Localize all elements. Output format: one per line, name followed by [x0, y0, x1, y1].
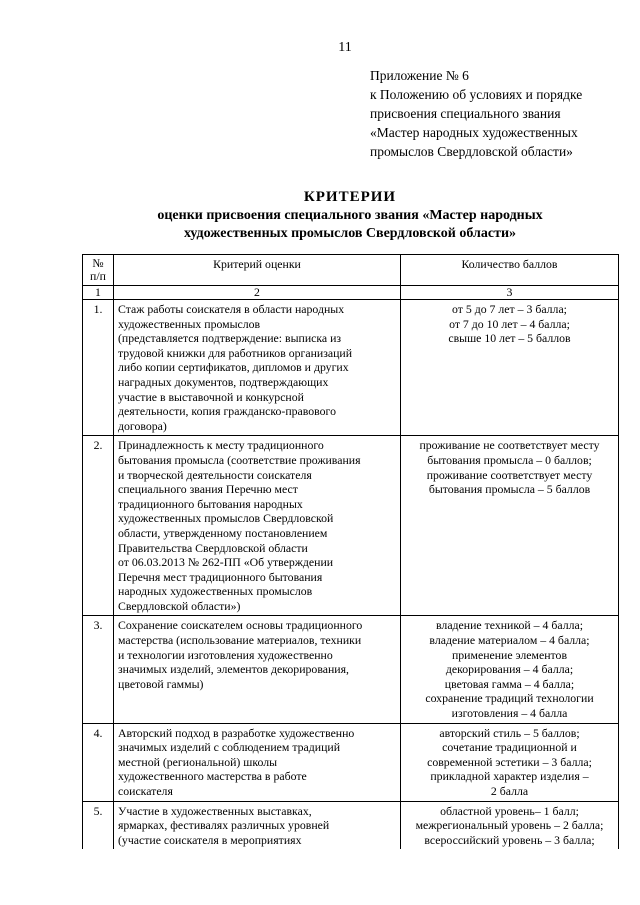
criterion-line: (участие соискателя в мероприятиях: [118, 832, 302, 847]
score-line: декорирования – 4 балла;: [445, 662, 574, 677]
appendix-line: «Мастер народных художественных: [370, 125, 578, 140]
criterion-line: Участие в художественных выставках,: [118, 803, 312, 818]
score-line: сочетание традиционной и: [442, 740, 577, 755]
criterion-line: договора): [118, 418, 167, 433]
criterion-line: Перечня мест традиционного бытования: [118, 569, 323, 584]
criterion-line: соискателя: [118, 784, 173, 798]
score-line: современной эстетики – 3 балла;: [427, 754, 592, 769]
criterion-cell: [114, 436, 401, 616]
criterion-line: от 06.03.2013 № 262-ПП «Об утверждении: [118, 555, 334, 570]
criterion-cell: [114, 300, 401, 436]
column-index: 1: [83, 286, 114, 300]
row-number: 4.: [83, 723, 114, 801]
criterion-line: Авторский подход в разработке художественно: [118, 725, 355, 740]
header-number-line: п/п: [90, 269, 106, 283]
header-number: [83, 255, 114, 286]
score-line: проживание не соответствует месту: [419, 438, 600, 453]
criterion-line: народных художественных промыслов: [118, 584, 313, 599]
score-line: бытования промысла – 5 баллов: [428, 482, 591, 497]
criterion-line: деятельности, копия гражданско-правового: [118, 404, 337, 419]
criterion-line: Правительства Свердловской области: [118, 540, 308, 555]
title-main: КРИТЕРИИ: [303, 189, 397, 205]
criterion-line: мастерства (использование материалов, техники: [118, 633, 362, 648]
score-line: прикладной характер изделия –: [430, 769, 589, 784]
column-index: 2: [114, 286, 401, 300]
criterion-line: Свердловской области»): [118, 598, 241, 613]
appendix-line: присвоения специального звания: [370, 106, 561, 121]
table-row: [83, 723, 619, 801]
table-row: [83, 300, 619, 436]
score-cell: [401, 616, 619, 723]
criterion-line: наградных документов, подтверждающих: [118, 374, 329, 389]
criterion-line: Принадлежность к месту традиционного: [118, 438, 324, 453]
title-subtitle-line: оценки присвоения специального звания «Мастер народных: [157, 208, 543, 223]
criterion-line: цветовой гаммы): [118, 676, 204, 691]
score-line: авторский стиль – 5 баллов;: [439, 725, 580, 740]
header-score: Количество баллов: [401, 255, 619, 286]
criterion-line: художественных промыслов Свердловской: [118, 511, 334, 526]
score-line: всероссийский уровень – 3 балла;: [424, 832, 595, 847]
criterion-cell: [114, 723, 401, 801]
criterion-line: ярмарках, фестивалях различных уровней: [118, 818, 330, 833]
score-cell: [401, 436, 619, 616]
score-line: изготовления – 4 балла: [451, 706, 568, 721]
criterion-line: специального звания Перечню мест: [118, 482, 298, 497]
criterion-line: и творческой деятельности соискателя: [118, 467, 312, 482]
criterion-line: художественного мастерства в работе: [118, 769, 307, 784]
criterion-line: трудовой книжки для работников организаций: [118, 345, 353, 360]
criterion-line: значимых изделий, элементов декорирования,: [118, 662, 349, 677]
score-line: проживание соответствует месту: [426, 467, 593, 482]
score-line: цветовая гамма – 4 балла;: [444, 676, 575, 691]
row-number: 1.: [83, 300, 114, 436]
criterion-line: Сохранение соискателем основы традиционного: [118, 618, 363, 633]
criterion-line: бытования промысла (соответствие проживания: [118, 452, 361, 467]
table-row: [83, 436, 619, 616]
score-line: свыше 10 лет – 5 баллов: [448, 331, 571, 346]
row-number: 5.: [83, 801, 114, 849]
row-number: 2.: [83, 436, 114, 616]
score-line: применение элементов: [451, 647, 568, 662]
criterion-cell: [114, 616, 401, 723]
table-row: [83, 616, 619, 723]
criterion-line: участие в выставочной и конкурсной: [118, 389, 304, 404]
document-title: [90, 188, 610, 243]
score-cell: [401, 723, 619, 801]
table-header-row: [83, 255, 619, 286]
score-cell: [401, 300, 619, 436]
criterion-line: (представляется подтверждение: выписка из: [118, 331, 342, 346]
criterion-line: традиционного бытования народных: [118, 496, 303, 511]
score-line: от 5 до 7 лет – 3 балла;: [452, 302, 567, 316]
appendix-line: Приложение № 6: [370, 68, 469, 83]
header-criterion: Критерий оценки: [114, 255, 401, 286]
score-line: от 7 до 10 лет – 4 балла;: [449, 316, 570, 331]
header-number-line: №: [92, 256, 104, 270]
column-index: 3: [401, 286, 619, 300]
appendix-line: промыслов Свердловской области»: [370, 144, 573, 159]
criterion-line: Стаж работы соискателя в области народных: [118, 302, 345, 316]
score-line: областной уровень– 1 балл;: [440, 803, 579, 818]
score-cell: [401, 801, 619, 849]
page-number: 11: [338, 40, 352, 55]
criterion-line: местной (региональной) школы: [118, 754, 278, 769]
column-index-row: [83, 286, 619, 300]
appendix-line: к Положению об условиях и порядке: [370, 87, 583, 102]
criterion-line: и технологии изготовления художественно: [118, 647, 333, 662]
criterion-line: области, утвержденному постановлением: [118, 525, 328, 540]
table-row: [83, 801, 619, 849]
criteria-table: [82, 254, 619, 849]
row-number: 3.: [83, 616, 114, 723]
title-subtitle-line: художественных промыслов Свердловской области»: [183, 226, 517, 241]
score-line: владение материалом – 4 балла;: [429, 633, 590, 648]
appendix-note: [370, 66, 630, 161]
criterion-line: значимых изделий с соблюдением традиций: [118, 740, 341, 755]
score-line: 2 балла: [490, 784, 529, 798]
criterion-line: либо копии сертификатов, дипломов и других: [118, 360, 349, 375]
score-line: межрегиональный уровень – 2 балла;: [415, 818, 604, 833]
criterion-line: художественных промыслов: [118, 316, 261, 331]
score-line: бытования промысла – 0 баллов;: [427, 452, 592, 467]
score-line: сохранение традиций технологии: [425, 691, 594, 706]
criterion-cell: [114, 801, 401, 849]
score-line: владение техникой – 4 балла;: [436, 618, 583, 633]
